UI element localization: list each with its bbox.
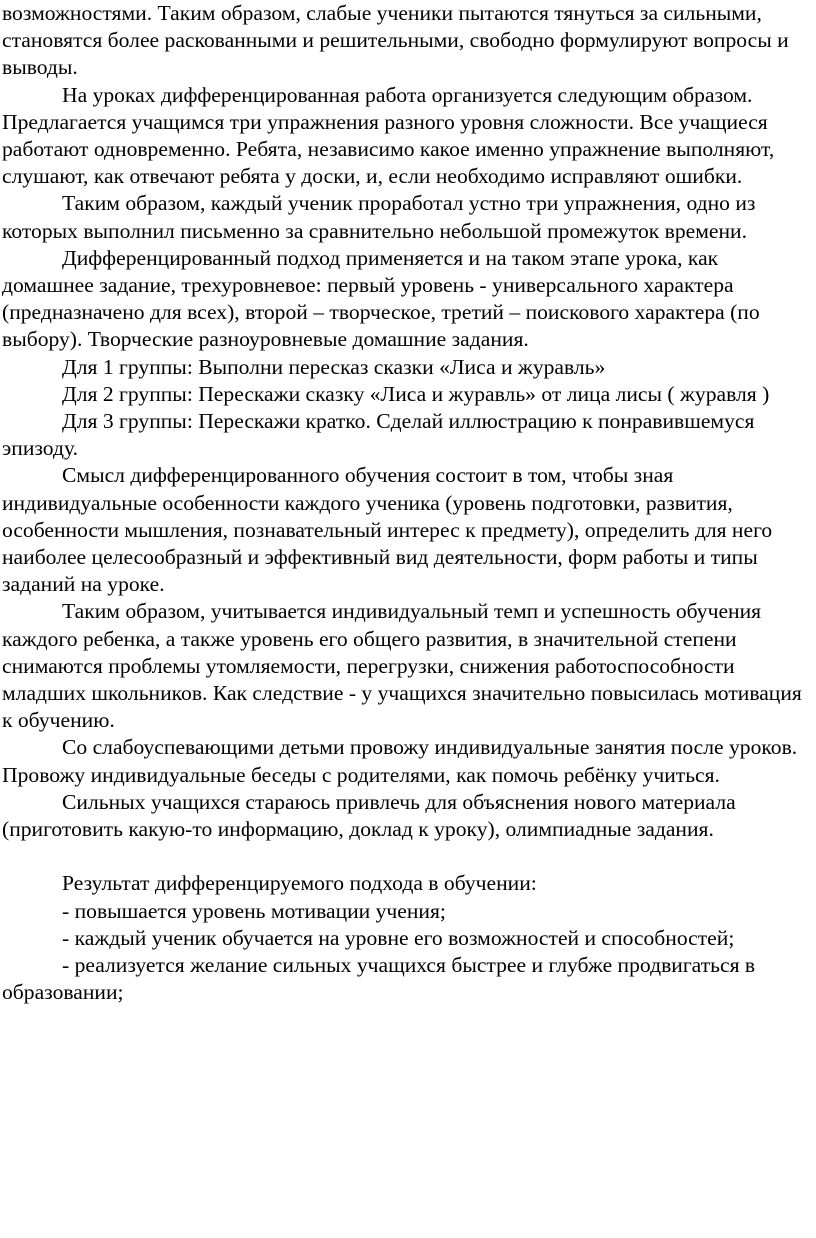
paragraph-blank-line [2, 843, 814, 870]
document-page [2, 0, 814, 1007]
list-item-motivation: - повышается уровень мотивации учения; [62, 898, 446, 923]
paragraph-lesson-organization: На уроках дифференцированная работа организуется следующим образом. Предлагается учащимся три упражнения разного уровня сложности. Все учащиеся работают одновременно. Ребята, независимо какое именно упражнение выполняют, слушают, как отвечают ребята у доски, и, если необходимо исправляют ошибки. [2, 82, 775, 189]
paragraph-strong-students: Сильных учащихся стараюсь привлечь для объяснения нового материала (приготовить какую-то информацию, доклад к уроку), олимпиадные задания. [2, 789, 736, 842]
paragraph-oral-exercises: Таким образом, каждый ученик проработал устно три упражнения, одно из которых выполнил письменно за сравнительно небольшой промежуток времени. [2, 191, 756, 243]
paragraph-group-3-task: Для 3 группы: Перескажи кратко. Сделай иллюстрацию к понравившемуся эпизоду. [2, 409, 755, 461]
paragraph-group-1-task: Для 1 группы: Выполни пересказ сказки «Лиса и журавль» [62, 354, 606, 379]
list-item-strong-students-progress: - реализуется желание сильных учащихся быстрее и глубже продвигаться в образовании; [2, 953, 756, 1005]
paragraph-group-2-task: Для 2 группы: Перескажи сказку «Лиса и журавль» от лица лисы ( журавля ) [62, 381, 770, 406]
paragraph-weak-students: Со слабоуспевающими детьми провожу индивидуальные занятия после уроков. Провожу индивидуальные беседы с родителями, как помочь ребёнку учиться. [2, 735, 798, 787]
paragraph-differentiated-meaning: Смысл дифференцированного обучения состоит в том, чтобы зная индивидуальные особенности каждого ученика (уровень подготовки, развития, особенности мышления, познавательный интерес к предмету), определить для него наиболее целесообразный и эффективный вид деятельности, форм работы и типы заданий на уроке. [2, 463, 773, 597]
paragraph-individual-pace: Таким образом, учитывается индивидуальный темп и успешность обучения каждого ребенка, а также уровень его общего развития, в значительной степени снимаются проблемы утомляемости, перегрузки, снижения работоспособности младших школьников. Как следствие - у учащихся значительно повысилась мотивация к обучению. [2, 599, 802, 733]
paragraph-homework-levels: Дифференцированный подход применяется и на таком этапе урока, как домашнее задание, трехуровневое: первый уровень - универсального характера (предназначено для всех), второй – творческое, третий – поискового характера (по выбору). Творческие разноуровневые домашние задания. [2, 245, 760, 352]
list-item-own-level: - каждый ученик обучается на уровне его возможностей и способностей; [62, 925, 735, 950]
paragraph-results-heading: Результат дифференцируемого подхода в обучении: [62, 871, 537, 896]
paragraph-continuation: возможностями. Таким образом, слабые ученики пытаются тянуться за сильными, становятся более раскованными и решительными, свободно формулируют вопросы и выводы. [2, 1, 789, 80]
